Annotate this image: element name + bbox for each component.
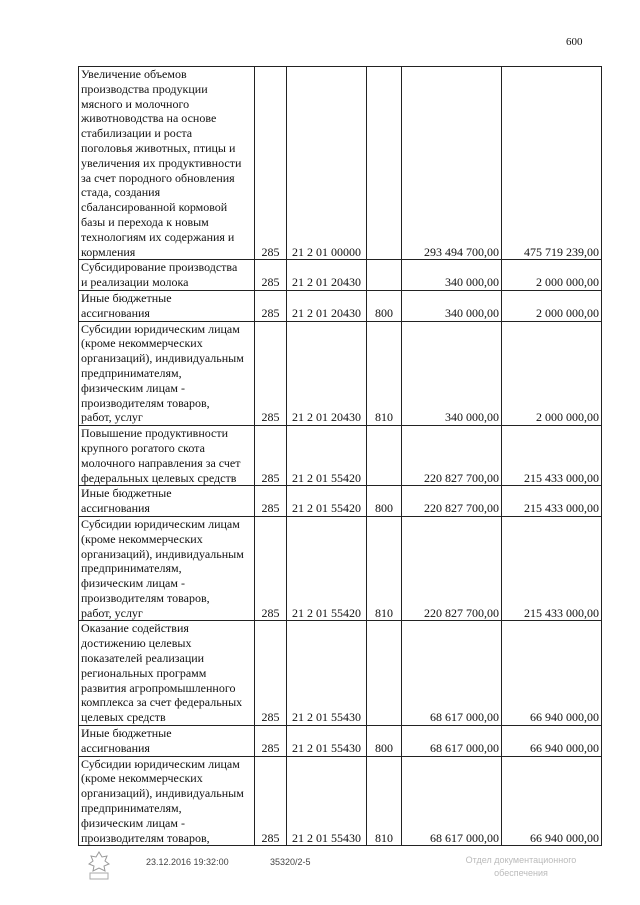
ministry-code: 285: [255, 486, 287, 517]
item-name-line: за счет породного обновления: [81, 170, 235, 185]
budget-article: 21 2 01 55430: [287, 726, 367, 757]
item-name-line: поголовья животных, птицы и: [81, 140, 236, 155]
page-number: 600: [566, 36, 583, 48]
item-name-line: крупного рогатого скота: [81, 440, 205, 455]
budget-article: 21 2 01 55420: [287, 516, 367, 621]
ministry-code: 285: [255, 621, 287, 726]
item-name-line: физическим лицам -: [81, 380, 185, 395]
amount-year-2: 2 000 000,00: [502, 260, 602, 291]
item-name-line: Субсидии юридическим лицам: [81, 756, 240, 771]
ministry-code: 285: [255, 67, 287, 260]
expense-type: 800: [367, 726, 402, 757]
budget-article: 21 2 01 55430: [287, 621, 367, 726]
item-name-line: физическим лицам -: [81, 815, 185, 830]
item-name-line: Повышение продуктивности: [81, 426, 229, 441]
amount-year-2: 2 000 000,00: [502, 290, 602, 321]
item-name: [79, 290, 255, 321]
item-name-line: стада, создания: [81, 185, 161, 200]
amount-year-1: 293 494 700,00: [402, 67, 502, 260]
item-name-line: и реализации молока: [81, 275, 189, 290]
table-row: [79, 321, 602, 426]
budget-article: 21 2 01 00000: [287, 67, 367, 260]
table-row: [79, 621, 602, 726]
item-name-line: животноводства на основе: [81, 111, 217, 126]
item-name-line: сбалансированной кормовой: [81, 200, 228, 215]
budget-article: 21 2 01 55420: [287, 426, 367, 486]
expense-type: [367, 260, 402, 291]
amount-year-2: 215 433 000,00: [502, 516, 602, 621]
expense-type: 800: [367, 486, 402, 517]
item-name: [79, 726, 255, 757]
item-name-line: предпринимателям,: [81, 365, 182, 380]
item-name-line: Оказание содействия: [81, 621, 189, 636]
item-name-line: работ, услуг: [81, 410, 143, 425]
expense-type: [367, 621, 402, 726]
item-name: [79, 426, 255, 486]
table-row: [79, 726, 602, 757]
item-name-line: (кроме некоммерческих: [81, 336, 203, 351]
item-name: [79, 516, 255, 621]
budget-table: [78, 66, 602, 846]
table-row: [79, 486, 602, 517]
item-name-line: организаций), индивидуальным: [81, 786, 244, 801]
ministry-code: 285: [255, 426, 287, 486]
item-name-line: достижению целевых: [81, 636, 192, 651]
amount-year-2: 66 940 000,00: [502, 621, 602, 726]
amount-year-1: 220 827 700,00: [402, 426, 502, 486]
signature-line: Отдел документационного: [465, 855, 577, 865]
item-name: [79, 756, 255, 846]
item-name-line: Увеличение объемов: [81, 67, 187, 81]
item-name-line: (кроме некоммерческих: [81, 771, 203, 786]
item-name: [79, 67, 255, 260]
amount-year-2: 215 433 000,00: [502, 486, 602, 517]
item-name-line: предпринимателям,: [81, 801, 182, 816]
expense-type: 810: [367, 516, 402, 621]
expense-type: [367, 67, 402, 260]
item-name-line: базы и перехода к новым: [81, 214, 209, 229]
item-name-line: федеральных целевых средств: [81, 470, 237, 485]
amount-year-2: 66 940 000,00: [502, 756, 602, 846]
ministry-code: 285: [255, 260, 287, 291]
item-name-line: развития агропромышленного: [81, 680, 236, 695]
table-row: [79, 290, 602, 321]
item-name-line: Иные бюджетные: [81, 290, 172, 305]
item-name-line: мясного и молочного: [81, 96, 190, 111]
budget-article: 21 2 01 20430: [287, 260, 367, 291]
item-name-line: работ, услуг: [81, 605, 143, 620]
item-name-line: Иные бюджетные: [81, 726, 172, 741]
footer-doc-number: 35320/2-5: [270, 857, 311, 867]
table-row: [79, 426, 602, 486]
item-name-line: Субсидии юридическим лицам: [81, 321, 240, 336]
item-name-line: молочного направления за счет: [81, 455, 241, 470]
item-name-line: Иные бюджетные: [81, 486, 172, 501]
item-name-line: Субсидирование производства: [81, 260, 238, 275]
table-row: [79, 756, 602, 846]
item-name: [79, 621, 255, 726]
item-name-line: производителям товаров,: [81, 395, 210, 410]
item-name-line: (кроме некоммерческих: [81, 531, 203, 546]
item-name-line: организаций), индивидуальным: [81, 351, 244, 366]
item-name-line: технологиям их содержания и: [81, 229, 235, 244]
ministry-code: 285: [255, 321, 287, 426]
expense-type: 810: [367, 321, 402, 426]
table-row: [79, 67, 602, 260]
table-row: [79, 260, 602, 291]
item-name-line: стабилизации и роста: [81, 126, 193, 141]
budget-article: 21 2 01 20430: [287, 321, 367, 426]
item-name-line: физическим лицам -: [81, 576, 185, 591]
item-name-line: производителям товаров,: [81, 830, 210, 845]
amount-year-1: 340 000,00: [402, 260, 502, 291]
amount-year-1: 68 617 000,00: [402, 726, 502, 757]
signature-stamp: [446, 854, 596, 880]
item-name: [79, 321, 255, 426]
item-name-line: ассигнования: [81, 305, 150, 320]
item-name-line: кормления: [81, 244, 136, 259]
item-name-line: показателей реализации: [81, 651, 205, 666]
ministry-code: 285: [255, 290, 287, 321]
emblem-stamp-icon: [86, 850, 112, 882]
expense-type: 810: [367, 756, 402, 846]
item-name-line: организаций), индивидуальным: [81, 546, 244, 561]
amount-year-1: 220 827 700,00: [402, 516, 502, 621]
item-name: [79, 260, 255, 291]
item-name-line: Субсидии юридическим лицам: [81, 516, 240, 531]
item-name-line: целевых средств: [81, 710, 166, 725]
item-name-line: производства продукции: [81, 81, 208, 96]
amount-year-1: 68 617 000,00: [402, 621, 502, 726]
amount-year-2: 2 000 000,00: [502, 321, 602, 426]
ministry-code: 285: [255, 756, 287, 846]
budget-article: 21 2 01 20430: [287, 290, 367, 321]
ministry-code: 285: [255, 726, 287, 757]
amount-year-1: 220 827 700,00: [402, 486, 502, 517]
budget-article: 21 2 01 55430: [287, 756, 367, 846]
amount-year-1: 68 617 000,00: [402, 756, 502, 846]
item-name-line: производителям товаров,: [81, 590, 210, 605]
amount-year-2: 215 433 000,00: [502, 426, 602, 486]
budget-article: 21 2 01 55420: [287, 486, 367, 517]
footer-datetime: 23.12.2016 19:32:00: [146, 857, 229, 867]
item-name-line: предпринимателям,: [81, 561, 182, 576]
signature-line: обеспечения: [494, 868, 548, 878]
item-name-line: ассигнования: [81, 501, 150, 516]
expense-type: 800: [367, 290, 402, 321]
expense-type: [367, 426, 402, 486]
amount-year-2: 475 719 239,00: [502, 67, 602, 260]
item-name-line: ассигнования: [81, 740, 150, 755]
item-name: [79, 486, 255, 517]
table-row: [79, 516, 602, 621]
amount-year-2: 66 940 000,00: [502, 726, 602, 757]
item-name-line: комплекса за счет федеральных: [81, 695, 243, 710]
item-name-line: увеличения их продуктивности: [81, 155, 242, 170]
item-name-line: региональных программ: [81, 665, 207, 680]
ministry-code: 285: [255, 516, 287, 621]
amount-year-1: 340 000,00: [402, 321, 502, 426]
amount-year-1: 340 000,00: [402, 290, 502, 321]
